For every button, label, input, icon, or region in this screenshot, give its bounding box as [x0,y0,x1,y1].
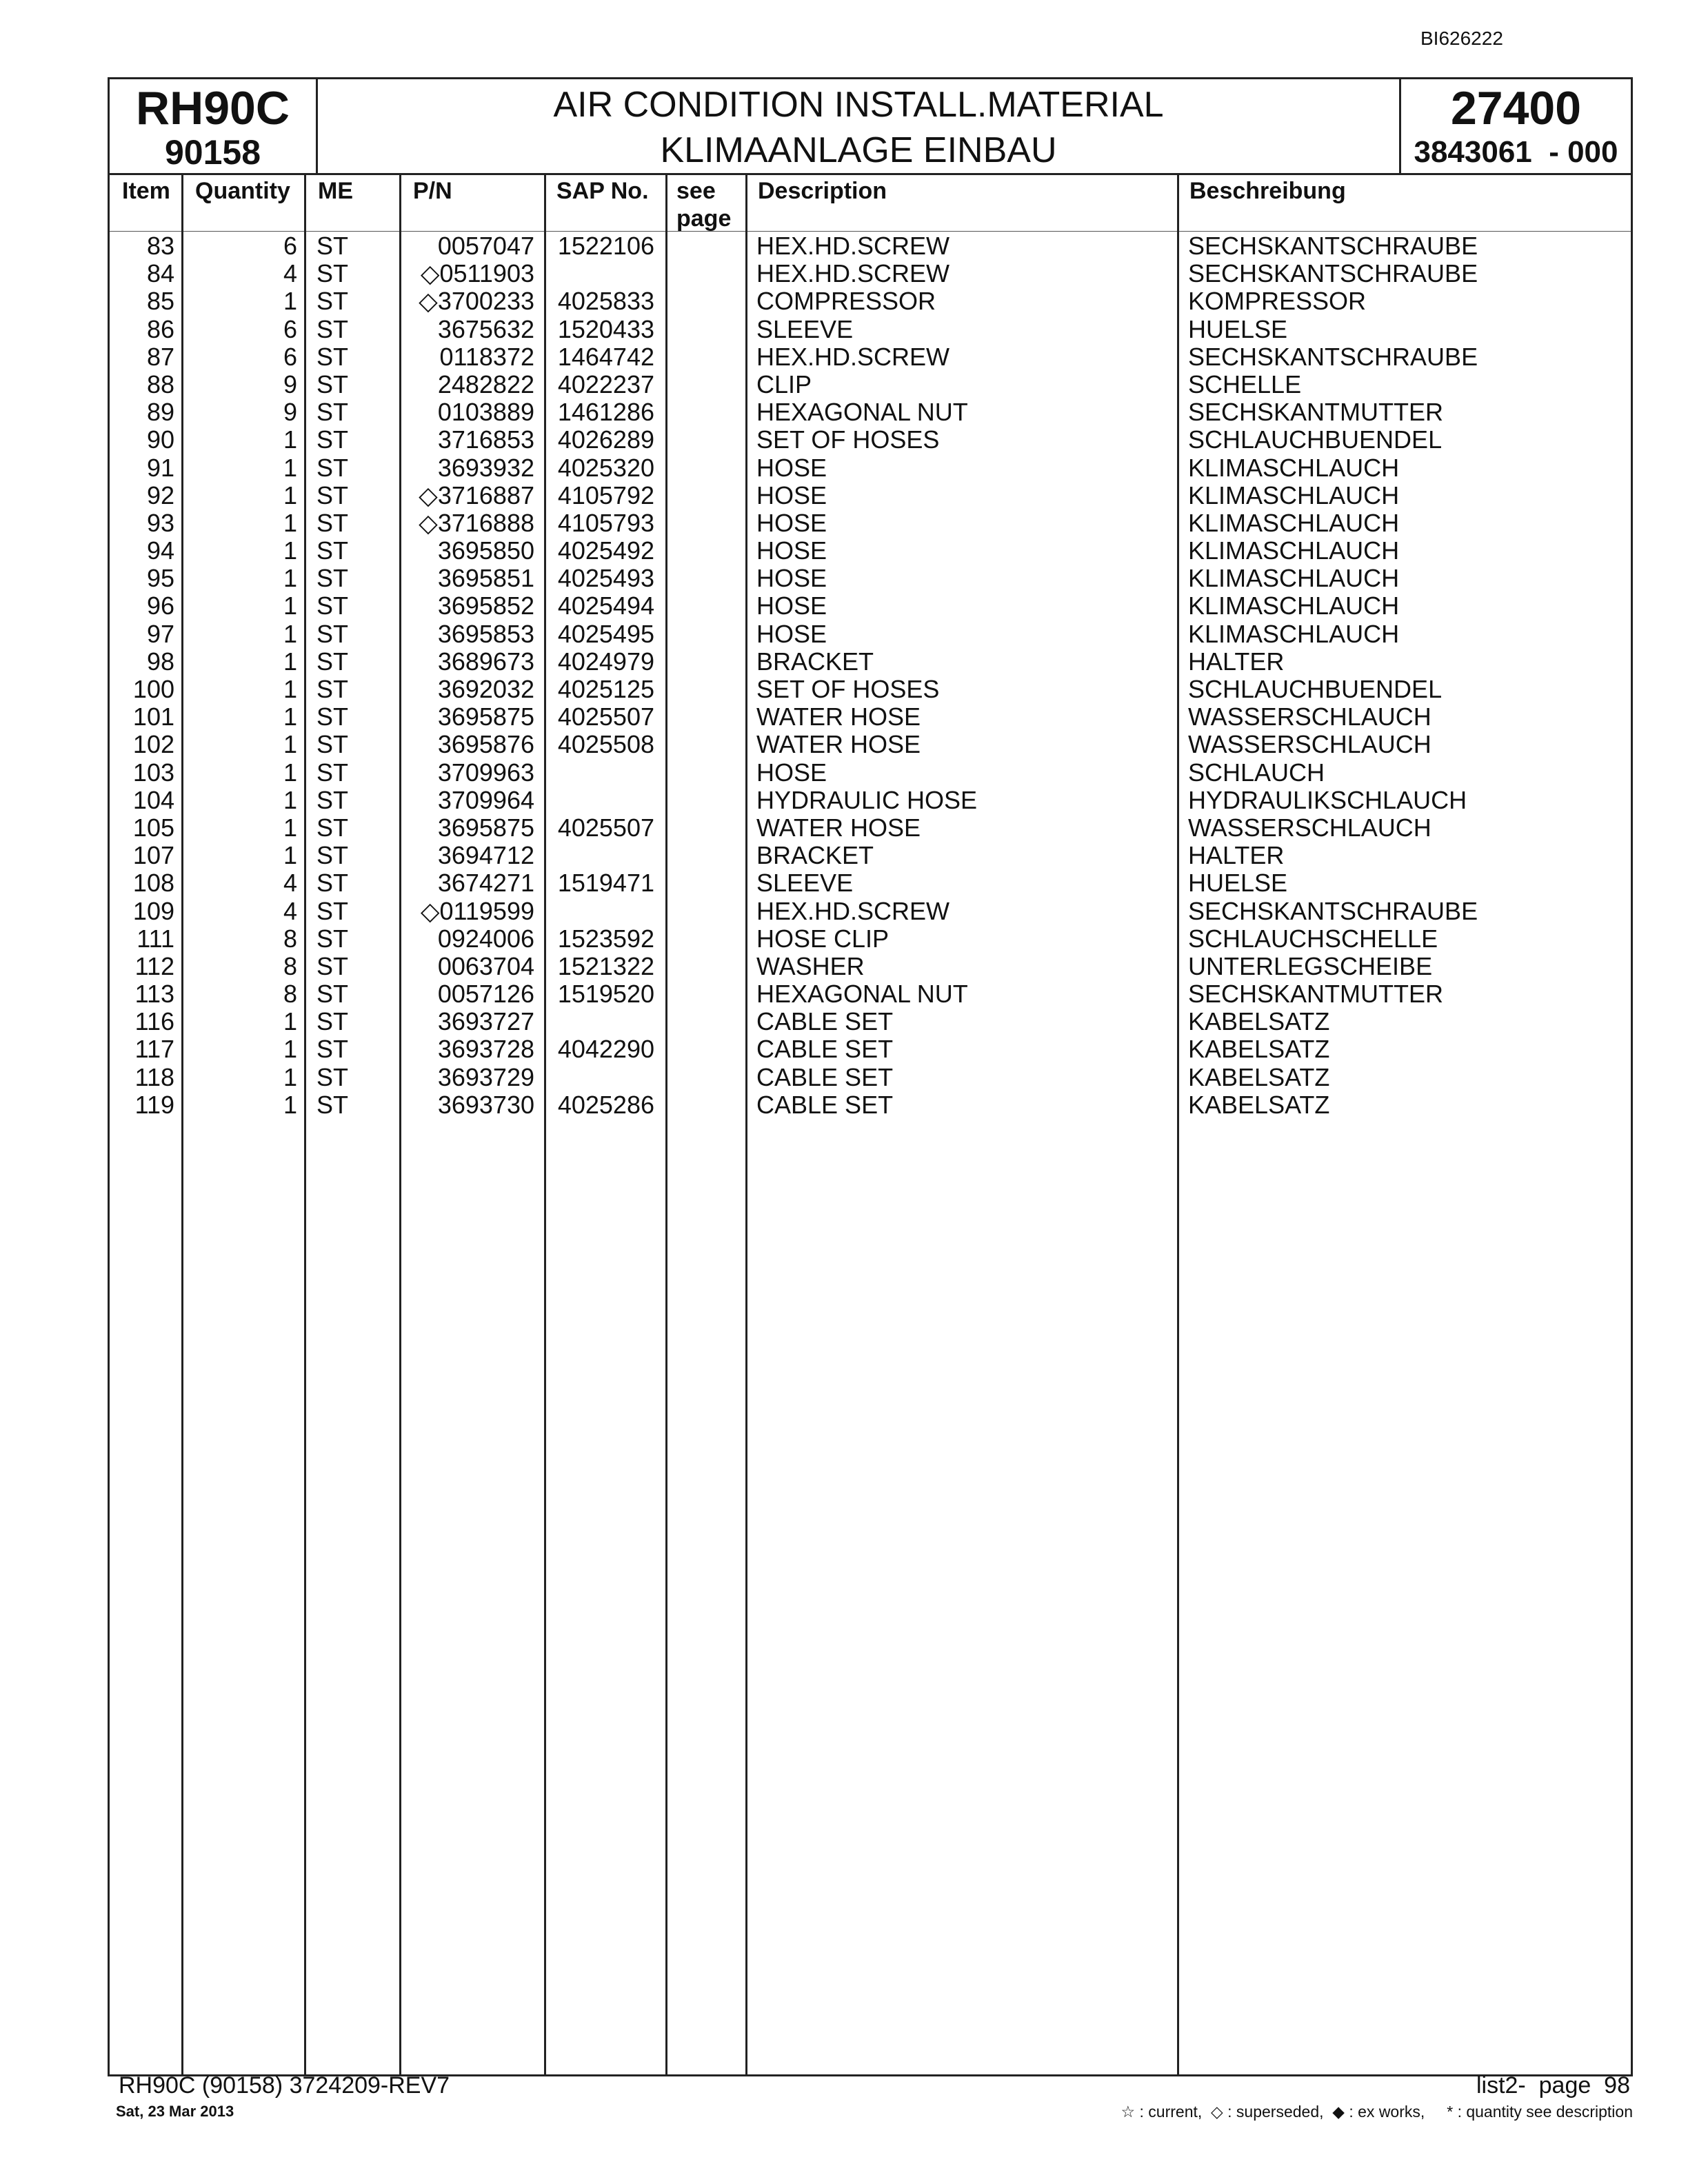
cell-part-number: 3675632 [437,314,534,343]
cell-description: WASHER [756,951,865,980]
cell-item: 96 [146,592,174,620]
cell-item: 105 [132,813,174,842]
cell-beschreibung: HUELSE [1188,869,1288,898]
cell-part-number: ◇3700233 [419,287,534,316]
table-row [110,343,1631,371]
cell-me: ST [316,869,349,898]
cell-quantity: 4 [283,869,297,898]
cell-me: ST [316,287,349,316]
cell-beschreibung: SECHSKANTSCHRAUBE [1188,896,1478,925]
cell-description: HEXAGONAL NUT [756,980,968,1009]
cell-beschreibung: SECHSKANTSCHRAUBE [1188,232,1478,260]
cell-me: ST [316,1062,349,1091]
cell-item: 95 [146,564,174,593]
cell-quantity: 8 [283,924,297,953]
cell-beschreibung: KLIMASCHLAUCH [1188,592,1400,620]
cell-sap-number: 4025495 [557,619,654,648]
cell-description: CABLE SET [756,1062,894,1091]
cell-beschreibung: SECHSKANTMUTTER [1188,398,1444,427]
cell-beschreibung: WASSERSCHLAUCH [1188,702,1431,731]
cell-part-number: ◇3716887 [419,481,534,509]
table-row [110,454,1631,482]
cell-part-number: 3716853 [437,425,534,454]
cell-me: ST [316,453,349,482]
cell-part-number: 0103889 [437,398,534,427]
cell-description: HOSE [756,758,827,787]
column-header-description: Description [758,178,887,204]
cell-sap-number: 4025125 [557,675,654,703]
parts-list-frame [108,77,1633,2076]
cell-sap-number: 1522106 [557,232,654,260]
cell-beschreibung: UNTERLEGSCHEIBE [1188,951,1433,980]
cell-item: 90 [146,425,174,454]
cell-part-number: 3695876 [437,730,534,759]
cell-beschreibung: SCHLAUCHBUENDEL [1188,675,1443,703]
cell-description: BRACKET [756,841,874,870]
cell-quantity: 1 [283,287,297,316]
cell-quantity: 8 [283,980,297,1009]
title-block [318,79,1399,174]
cell-quantity: 1 [283,564,297,593]
cell-sap-number: 1520433 [557,314,654,343]
group-block [1399,79,1631,174]
cell-part-number: ◇0119599 [420,896,534,925]
cell-quantity: 4 [283,259,297,288]
cell-quantity: 9 [283,398,297,427]
cell-sap-number: 4025508 [557,730,654,759]
footer-date: Sat, 23 Mar 2013 [116,2103,234,2120]
cell-part-number: 0118372 [439,342,534,371]
cell-quantity: 1 [283,1007,297,1036]
cell-description: HOSE [756,619,827,648]
table-row [110,731,1631,758]
cell-sap-number: 4025493 [557,564,654,593]
cell-beschreibung: HALTER [1188,841,1285,870]
cell-sap-number: 1523592 [557,924,654,953]
cell-me: ST [316,702,349,731]
cell-item: 91 [146,453,174,482]
cell-beschreibung: KABELSATZ [1188,1062,1330,1091]
table-row [110,482,1631,509]
cell-beschreibung: KLIMASCHLAUCH [1188,536,1400,565]
table-row [110,1091,1631,1119]
cell-sap-number: 1519471 [557,869,654,898]
cell-description: CABLE SET [756,1035,894,1064]
cell-sap-number: 4025833 [557,287,654,316]
table-row [110,1064,1631,1091]
cell-description: HEXAGONAL NUT [756,398,968,427]
cell-sap-number: 4024979 [557,647,654,676]
cell-sap-number: 1519520 [557,980,654,1009]
cell-description: HOSE [756,481,827,509]
cell-item: 108 [132,869,174,898]
table-row [110,842,1631,869]
cell-sap-number: 4025286 [557,1090,654,1119]
cell-item: 118 [134,1062,174,1091]
cell-description: SET OF HOSES [756,425,940,454]
cell-beschreibung: SCHLAUCHBUENDEL [1188,425,1443,454]
cell-part-number: 3695875 [437,702,534,731]
table-row [110,898,1631,925]
column-header-quantity: Quantity [195,178,290,204]
cell-description: HEX.HD.SCREW [756,342,950,371]
cell-sap-number: 4025507 [557,702,654,731]
table-row [110,287,1631,315]
table-row [110,1008,1631,1035]
cell-sap-number: 4025494 [557,592,654,620]
cell-part-number: 2482822 [437,370,534,398]
cell-item: 116 [134,1007,174,1036]
table-row [110,814,1631,842]
cell-item: 89 [146,398,174,427]
cell-quantity: 1 [283,675,297,703]
header-divider [110,173,1631,175]
cell-me: ST [316,370,349,398]
cell-beschreibung: SECHSKANTSCHRAUBE [1188,259,1478,288]
cell-sap-number: 1464742 [557,342,654,371]
table-row [110,537,1631,565]
cell-part-number: 3709964 [437,785,534,814]
see-label: see [676,178,716,204]
cell-quantity: 8 [283,951,297,980]
cell-beschreibung: KLIMASCHLAUCH [1188,453,1400,482]
cell-part-number: 3695851 [437,564,534,593]
cell-description: HYDRAULIC HOSE [756,785,978,814]
footer-page-number: list2- page 98 [1476,2072,1630,2099]
table-row [110,260,1631,287]
cell-quantity: 4 [283,896,297,925]
cell-quantity: 1 [283,592,297,620]
cell-item: 98 [146,647,174,676]
cell-quantity: 1 [283,813,297,842]
document-id: BI626222 [1420,28,1503,49]
cell-beschreibung: SECHSKANTMUTTER [1188,980,1444,1009]
cell-part-number: ◇3716888 [419,508,534,537]
table-row [110,620,1631,648]
cell-part-number: 0924006 [437,924,534,953]
cell-part-number: 3689673 [437,647,534,676]
cell-item: 119 [134,1090,174,1119]
cell-part-number: 3692032 [437,675,534,703]
cell-beschreibung: KLIMASCHLAUCH [1188,481,1400,509]
cell-me: ST [316,1090,349,1119]
parts-table-body [110,232,1631,1119]
title-english: AIR CONDITION INSTALL.MATERIAL [553,85,1164,125]
cell-description: HEX.HD.SCREW [756,259,950,288]
cell-description: WATER HOSE [756,813,921,842]
cell-sap-number: 1461286 [557,398,654,427]
table-row [110,426,1631,454]
cell-description: HOSE CLIP [756,924,890,953]
cell-quantity: 1 [283,647,297,676]
cell-beschreibung: SCHELLE [1188,370,1302,398]
cell-me: ST [316,425,349,454]
column-header-me: ME [318,178,353,204]
cell-beschreibung: HYDRAULIKSCHLAUCH [1188,785,1467,814]
cell-sap-number: 4022237 [557,370,654,398]
cell-part-number: 3695850 [437,536,534,565]
cell-description: WATER HOSE [756,730,921,759]
footer-symbol-legend: ☆ : current, ◇ : superseded, ◆ : ex works, * : quantity see description [1121,2103,1633,2121]
cell-me: ST [316,951,349,980]
model-block [110,79,318,174]
cell-quantity: 1 [283,1090,297,1119]
table-row [110,648,1631,676]
table-row [110,925,1631,953]
model-number: 90158 [164,133,261,172]
cell-description: BRACKET [756,647,874,676]
cell-sap-number: 1521322 [557,951,654,980]
cell-quantity: 1 [283,1035,297,1064]
table-row [110,953,1631,980]
cell-me: ST [316,314,349,343]
cell-quantity: 1 [283,508,297,537]
cell-part-number: 3695852 [437,592,534,620]
group-number: 27400 [1450,82,1582,134]
cell-description: CABLE SET [756,1090,894,1119]
cell-beschreibung: SECHSKANTSCHRAUBE [1188,342,1478,371]
cell-item: 107 [132,841,174,870]
cell-beschreibung: KABELSATZ [1188,1007,1330,1036]
table-row [110,759,1631,787]
cell-me: ST [316,259,349,288]
cell-part-number: 3693729 [437,1062,534,1091]
column-header-sap: SAP No. [556,178,649,204]
cell-me: ST [316,508,349,537]
cell-me: ST [316,675,349,703]
cell-me: ST [316,232,349,260]
cell-quantity: 1 [283,730,297,759]
cell-quantity: 1 [283,1062,297,1091]
cell-me: ST [316,536,349,565]
cell-item: 103 [132,758,174,787]
cell-item: 113 [134,980,174,1009]
cell-quantity: 1 [283,841,297,870]
table-row [110,787,1631,814]
cell-me: ST [316,647,349,676]
cell-beschreibung: WASSERSCHLAUCH [1188,730,1431,759]
cell-item: 97 [146,619,174,648]
cell-part-number: ◇0511903 [420,259,534,288]
table-row [110,316,1631,343]
table-row [110,509,1631,537]
cell-description: WATER HOSE [756,702,921,731]
cell-quantity: 1 [283,453,297,482]
cell-quantity: 1 [283,619,297,648]
cell-item: 93 [146,508,174,537]
table-row [110,869,1631,897]
cell-quantity: 1 [283,481,297,509]
table-row [110,232,1631,260]
cell-item: 100 [132,675,174,703]
cell-quantity: 1 [283,758,297,787]
cell-description: HOSE [756,536,827,565]
cell-item: 111 [137,924,174,953]
cell-me: ST [316,841,349,870]
cell-beschreibung: KLIMASCHLAUCH [1188,508,1400,537]
footer-document-reference: RH90C (90158) 3724209-REV7 [119,2072,450,2099]
cell-sap-number: 4025492 [557,536,654,565]
table-row [110,398,1631,426]
cell-part-number: 3695875 [437,813,534,842]
cell-sap-number: 4042290 [557,1035,654,1064]
cell-item: 86 [146,314,174,343]
cell-description: SLEEVE [756,314,854,343]
cell-item: 83 [146,232,174,260]
cell-me: ST [316,342,349,371]
cell-beschreibung: SCHLAUCH [1188,758,1325,787]
column-header-see-page [676,177,731,232]
cell-description: HEX.HD.SCREW [756,896,950,925]
cell-item: 109 [132,896,174,925]
cell-me: ST [316,758,349,787]
cell-sap-number: 4025507 [557,813,654,842]
cell-me: ST [316,785,349,814]
cell-beschreibung: WASSERSCHLAUCH [1188,813,1431,842]
model-name: RH90C [136,82,290,134]
cell-item: 101 [132,702,174,731]
cell-part-number: 3695853 [437,619,534,648]
cell-beschreibung: HALTER [1188,647,1285,676]
column-header-pn: P/N [413,178,452,204]
cell-description: HOSE [756,592,827,620]
cell-description: SET OF HOSES [756,675,940,703]
cell-me: ST [316,1035,349,1064]
cell-quantity: 1 [283,785,297,814]
cell-description: COMPRESSOR [756,287,936,316]
cell-item: 88 [146,370,174,398]
cell-part-number: 3693730 [437,1090,534,1119]
cell-quantity: 6 [283,314,297,343]
title-german: KLIMAANLAGE EINBAU [660,130,1057,170]
cell-description: CLIP [756,370,812,398]
cell-item: 84 [146,259,174,288]
cell-me: ST [316,592,349,620]
cell-me: ST [316,481,349,509]
cell-part-number: 3693932 [437,453,534,482]
table-row [110,1035,1631,1063]
cell-sap-number: 4105792 [557,481,654,509]
cell-me: ST [316,730,349,759]
cell-part-number: 3674271 [437,869,534,898]
table-row [110,371,1631,398]
table-row [110,703,1631,731]
cell-me: ST [316,813,349,842]
column-header-item: Item [122,178,170,204]
cell-me: ST [316,980,349,1009]
cell-sap-number: 4026289 [557,425,654,454]
cell-quantity: 6 [283,342,297,371]
cell-description: HEX.HD.SCREW [756,232,950,260]
drawing-number: 3843061 - 000 [1414,135,1618,169]
cell-quantity: 6 [283,232,297,260]
cell-description: CABLE SET [756,1007,894,1036]
cell-me: ST [316,619,349,648]
cell-item: 85 [146,287,174,316]
table-row [110,980,1631,1008]
cell-item: 87 [146,342,174,371]
cell-item: 117 [134,1035,174,1064]
cell-beschreibung: SCHLAUCHSCHELLE [1188,924,1438,953]
table-row [110,676,1631,703]
cell-beschreibung: KABELSATZ [1188,1035,1330,1064]
cell-item: 92 [146,481,174,509]
cell-beschreibung: KLIMASCHLAUCH [1188,619,1400,648]
cell-me: ST [316,1007,349,1036]
cell-description: SLEEVE [756,869,854,898]
cell-part-number: 3693727 [437,1007,534,1036]
cell-item: 112 [134,951,174,980]
cell-me: ST [316,896,349,925]
column-header-beschreibung: Beschreibung [1189,178,1346,204]
cell-part-number: 0057126 [437,980,534,1009]
cell-item: 94 [146,536,174,565]
cell-sap-number: 4025320 [557,453,654,482]
cell-me: ST [316,924,349,953]
cell-beschreibung: KABELSATZ [1188,1090,1330,1119]
cell-part-number: 0057047 [437,232,534,260]
cell-beschreibung: HUELSE [1188,314,1288,343]
cell-part-number: 3709963 [437,758,534,787]
table-row [110,592,1631,620]
table-row [110,565,1631,592]
cell-beschreibung: KLIMASCHLAUCH [1188,564,1400,593]
cell-sap-number: 4105793 [557,508,654,537]
cell-part-number: 3693728 [437,1035,534,1064]
cell-description: HOSE [756,453,827,482]
cell-me: ST [316,564,349,593]
cell-quantity: 1 [283,425,297,454]
cell-quantity: 1 [283,536,297,565]
page-label: page [676,205,732,232]
cell-item: 102 [132,730,174,759]
cell-part-number: 0063704 [437,951,534,980]
cell-quantity: 1 [283,702,297,731]
cell-description: HOSE [756,564,827,593]
cell-me: ST [316,398,349,427]
cell-item: 104 [132,785,174,814]
cell-beschreibung: KOMPRESSOR [1188,287,1367,316]
cell-part-number: 3694712 [437,841,534,870]
cell-quantity: 9 [283,370,297,398]
cell-description: HOSE [756,508,827,537]
